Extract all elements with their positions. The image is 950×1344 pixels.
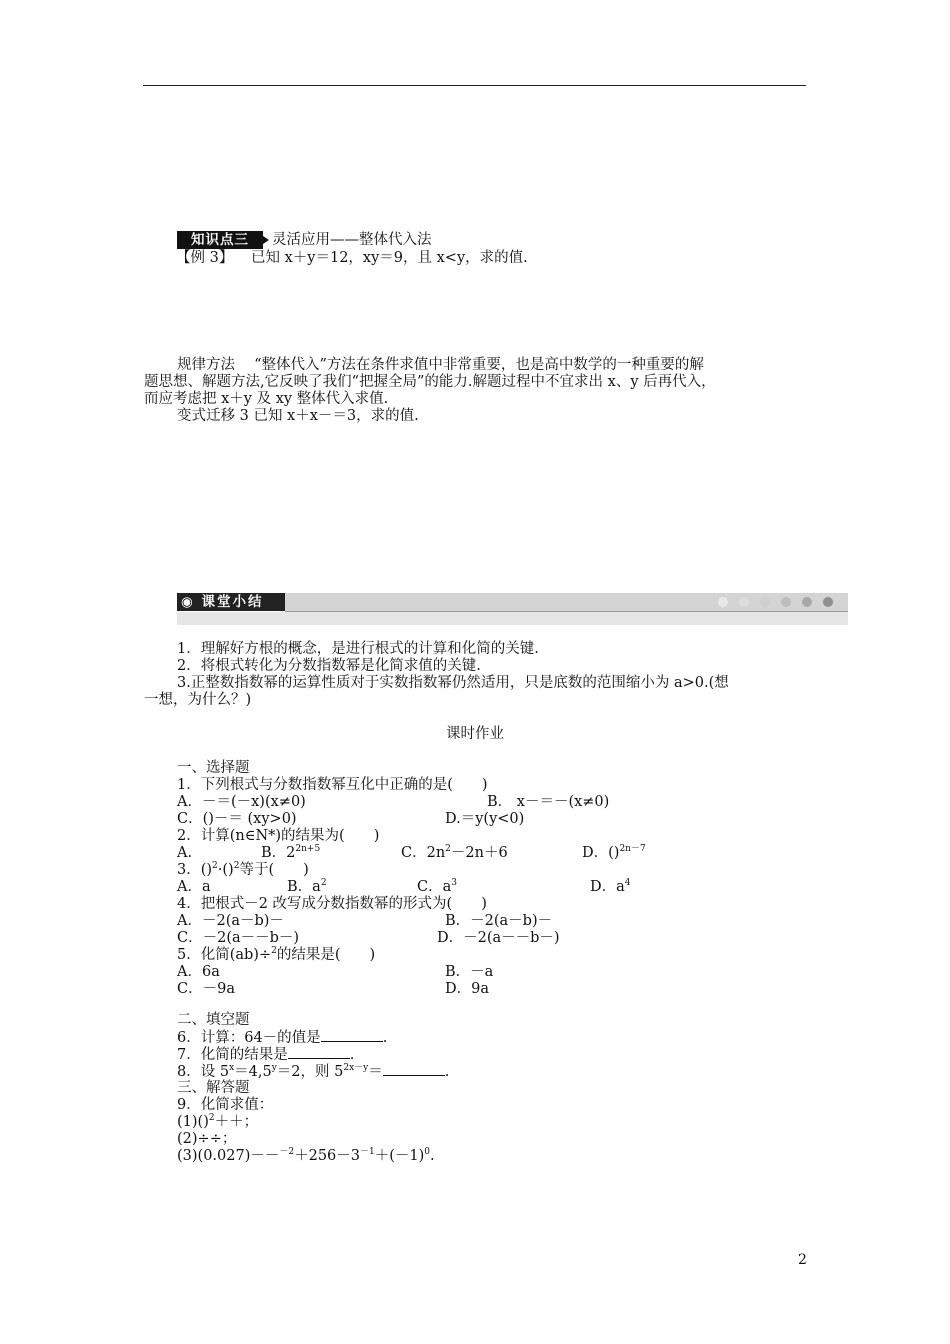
badge-arrow-icon [263,236,269,244]
example3-text: 已知 x＋y＝12，xy＝9，且 x<y，求的值. [251,250,528,266]
answer-blank[interactable] [288,1046,350,1059]
q3-option-d: D．$a^4$ [590,878,631,895]
q5-option-b: B．－a [445,964,494,980]
question-2: 2．计算(n∈N*)的结果为( ) [177,828,380,844]
q5-option-c: C．－9a [177,981,235,997]
summary-banner [177,593,848,625]
answer-blank[interactable] [383,1063,445,1076]
summary-item-2: 2．将根式转化为分数指数幂是化简求值的关键. [177,658,481,674]
q4-option-c: C．－2(a－－b－) [177,930,300,946]
q9-part-2: (2)÷÷； [177,1131,237,1147]
q2-option-d: D．()$^{2n-7}$ [582,844,646,861]
knowledge-point-badge: 知识点三 [177,231,263,249]
summary-item-3b: 一想，为什么？) [144,692,252,708]
q4-option-b: B．－2(a－b)－ [445,913,553,929]
q2-option-c: C．$2n^2-2n+6$ [401,844,508,861]
page-number: 2 [798,1252,807,1268]
method-line1: 规律方法 “整体代入”方法在条件求值中非常重要，也是高中数学的一种重要的解 [177,357,704,373]
method-line3: 而应考虑把 x＋y 及 xy 整体代入求值. [144,391,389,407]
q1-option-b: B． x－＝－(x≠0) [487,794,610,810]
summary-item-3a: 3.正整数指数幂的运算性质对于实数指数幂仍然适用，只是底数的范围缩小为 a>0.(想 [177,675,729,691]
q3-option-b: B．$a^2$ [287,878,327,895]
q1-option-c: C．()－＝ (xy>0) [177,811,297,827]
question-6: 6．计算：64－的值是 . [177,1030,388,1046]
header-rule [143,85,806,86]
question-9: 9．化简求值： [177,1097,274,1113]
q1-option-d: D.＝y(y<0) [445,811,525,827]
decor-dot-icon [802,597,812,607]
q5-option-a: A．6a [177,964,220,980]
question-8: 8．设 $5^x=4,5^y=2$，则 $5^{2x-y}=$ . [177,1063,450,1080]
q5-option-d: D．9a [445,981,489,997]
question-3: 3．()$^2$·()$^2$等于( ) [177,861,309,878]
question-1: 1．下列根式与分数指数幂互化中正确的是( ) [177,777,488,793]
decor-dot-icon [739,597,749,607]
summary-header: ◉ 课堂小结 [177,593,289,611]
question-7: 7．化简的结果是 . [177,1047,355,1063]
variant3: 变式迁移 3 已知 x＋x－＝3，求的值. [177,408,419,424]
answer-blank[interactable] [321,1029,383,1042]
knowledge-point-title: 灵活应用——整体代入法 [272,232,432,248]
q3-option-c: C．$a^3$ [417,878,457,895]
question-5: 5．化简(ab)÷$^2$的结果是( ) [177,946,376,963]
question-4: 4．把根式－2 改写成分数指数幂的形式为( ) [177,896,487,912]
decor-dot-icon [760,597,770,607]
q4-option-d: D．－2(a－－b－) [437,930,560,946]
q1-option-a: A．－＝(－x)(x≠0) [177,794,306,810]
section-fill: 二、填空题 [177,1012,250,1028]
decor-dot-icon [718,597,728,607]
decor-dot-icon [781,597,791,607]
q2-option-b: B．$2^{2n+5}$ [261,844,321,861]
decor-dot-icon [823,597,833,607]
section-choice: 一、选择题 [177,760,250,776]
q9-part-3: $(3)(0.027)--^{-2}+256-3^{-1}+(-1)^0$. [177,1147,435,1164]
q3-option-a: A．a [177,879,211,895]
summary-item-1: 1．理解好方根的概念，是进行根式的计算和化简的关键. [177,641,539,657]
q2-option-a: A. [177,845,193,861]
summary-shadow [177,612,848,625]
homework-title: 课时作业 [446,726,504,742]
section-solve: 三、解答题 [177,1080,250,1096]
q4-option-a: A．－2(a－b)－ [177,913,284,929]
q9-part-1: (1)()$^2$＋＋； [177,1113,259,1130]
method-line2: 题思想、解题方法,它反映了我们“把握全局”的能力.解题过程中不宜求出 x、y 后再代入， [144,374,716,390]
example3-label: 【例 3】 [176,250,234,266]
summary-divider [285,611,848,612]
